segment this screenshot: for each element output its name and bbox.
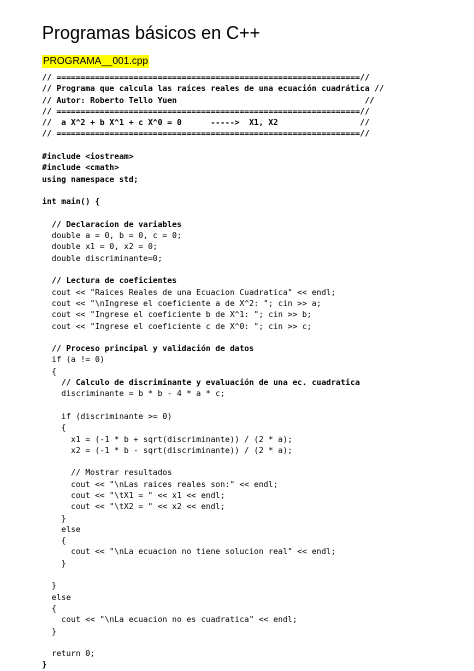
code-line: double x1 = 0, x2 = 0; bbox=[42, 242, 158, 252]
code-line: // Declaracion de variables bbox=[42, 219, 182, 229]
code-line: { bbox=[42, 536, 67, 546]
code-line: } bbox=[42, 513, 67, 523]
code-line: // Autor: Roberto Tello Yuen // bbox=[42, 95, 375, 105]
code-line: cout << "Ingrese el coeficiente b de X^1: "; cin >> b; bbox=[42, 310, 312, 320]
code-line: // Calculo de discriminante y evaluación de una ec. cuadratica bbox=[42, 378, 360, 388]
code-line: } bbox=[42, 660, 47, 670]
code-line: // ===============================================================// bbox=[42, 106, 370, 116]
code-line: { bbox=[42, 423, 67, 433]
code-line: // a X^2 + b X^1 + c X^0 = 0 -----> X1, X2 // bbox=[42, 118, 370, 128]
code-line: } bbox=[42, 581, 57, 591]
code-line: discriminante = b * b - 4 * a * c; bbox=[42, 389, 226, 399]
code-line: cout << "\tX2 = " << x2 << endl; bbox=[42, 502, 226, 512]
page-title: Programas básicos en C++ bbox=[42, 23, 261, 43]
code-line: // ===============================================================// bbox=[42, 129, 370, 139]
code-block bbox=[42, 72, 462, 671]
code-line: cout << "\tX1 = " << x1 << endl; bbox=[42, 490, 226, 500]
code-line: if (discriminante >= 0) bbox=[42, 411, 173, 421]
code-line: double discriminante=0; bbox=[42, 253, 163, 263]
code-line: cout << "Ingrese el coeficiente c de X^0: "; cin >> c; bbox=[42, 321, 312, 331]
code-line: if (a != 0) bbox=[42, 355, 105, 365]
code-line: cout << "Raices Reales de una Ecuacion Cuadratica" << endl; bbox=[42, 287, 336, 297]
code-line: x2 = (-1 * b - sqrt(discriminante)) / (2 * a); bbox=[42, 445, 293, 455]
code-line: cout << "\nLa ecuacion no tiene solucion real" << endl; bbox=[42, 547, 336, 557]
code-line: cout << "\nLas raices reales son:" << endl; bbox=[42, 479, 279, 489]
code-line: { bbox=[42, 366, 57, 376]
code-line: // Lectura de coeficientes bbox=[42, 276, 177, 286]
code-line: { bbox=[42, 603, 57, 613]
code-line: #include <iostream> bbox=[42, 152, 134, 162]
code-line: x1 = (-1 * b + sqrt(discriminante)) / (2 * a); bbox=[42, 434, 293, 444]
code-line: else bbox=[42, 592, 71, 602]
code-line: } bbox=[42, 558, 67, 568]
code-line: } bbox=[42, 626, 57, 636]
code-line: using namespace std; bbox=[42, 174, 139, 184]
code-line: // Programa que calcula las raíces reales de una ecuación cuadrática // bbox=[42, 84, 384, 94]
file-name-label: PROGRAMA__001.cpp bbox=[43, 56, 149, 67]
code-line: // Mostrar resultados bbox=[42, 468, 173, 478]
code-line: // ===============================================================// bbox=[42, 73, 370, 82]
code-line: int main() { bbox=[42, 197, 100, 207]
code-line: cout << "\nIngrese el coeficiente a de X^2: "; cin >> a; bbox=[42, 298, 322, 308]
code-line: else bbox=[42, 524, 81, 534]
code-line: #include <cmath> bbox=[42, 163, 120, 173]
code-line: cout << "\nLa ecuacion no es cuadratica" << endl; bbox=[42, 615, 298, 625]
code-line: double a = 0, b = 0, c = 0; bbox=[42, 231, 182, 241]
code-line: // Proceso principal y validación de datos bbox=[42, 344, 254, 354]
code-line: return 0; bbox=[42, 649, 95, 659]
